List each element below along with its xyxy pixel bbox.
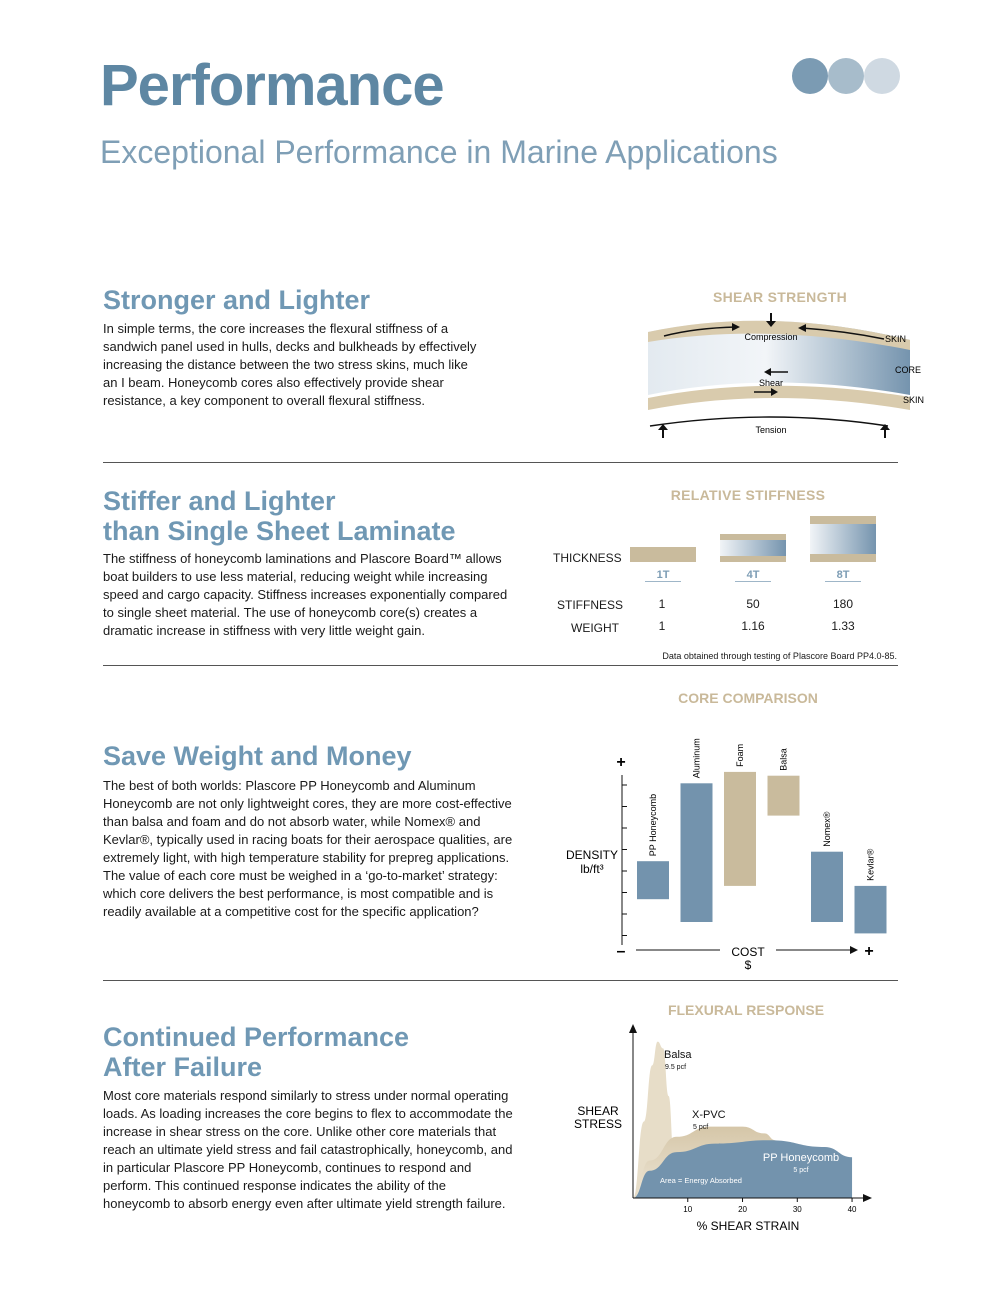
- bar-label: Foam: [735, 743, 745, 767]
- x-tick-label: 10: [683, 1205, 693, 1214]
- panel-4t: [720, 534, 786, 562]
- section-heading-stronger: Stronger and Lighter: [103, 285, 371, 315]
- flexural-response-title: FLEXURAL RESPONSE: [667, 1002, 825, 1018]
- series-density-label: 9.5 pcf: [665, 1064, 687, 1071]
- x-tick-label: 40: [847, 1205, 857, 1214]
- relative-stiffness-title: RELATIVE STIFFNESS: [670, 487, 826, 503]
- stiffness-note: Data obtained through testing of Plascore Board PP4.0-85.: [662, 651, 897, 661]
- cost-unit-label: $: [744, 958, 752, 972]
- dot-dark: [792, 58, 828, 94]
- bar-balsa: [768, 776, 800, 816]
- y-axis-arrow: [629, 1024, 637, 1033]
- bar-nomex: [811, 852, 843, 922]
- x-axis-arrow: [863, 1194, 872, 1202]
- energy-annotation: Area = Energy Absorbed: [660, 1176, 742, 1185]
- shear-label: Shear: [758, 378, 784, 388]
- compression-label: Compression: [744, 332, 798, 342]
- section-heading-continued: [103, 1022, 409, 1082]
- bar-label: Kevlar®: [865, 848, 876, 881]
- section-body-save: The best of both worlds: Plascore PP Honeycomb and Aluminum Honeycomb are not only lightweight cores, they are more cost-effective than balsa and foam and do not absorb water, while Nomex® and Kevlar®, typically used in racing boats for their aerospace qualities, are extremely light, with high temperature stability for prepreg applications. The value of each core must be weighed in a ‘go-to-market’ strategy: which core delivers the best performance, is most compatible and is readily available at a competitive cost for the specific application?: [103, 778, 513, 919]
- shear-label-line1: SHEAR: [577, 1104, 619, 1118]
- cost-label: COST: [731, 945, 765, 959]
- panel-8t-core: [810, 524, 876, 554]
- section-body-continued: Most core materials respond similarly to stress under normal operating loads. As loading increases the core begins to flex to accommodate the increase in shear stress on the core. Unlike other core materials that reach an ultimate yield stress and fail catastrophically, honeycomb, and in particular Plascore PP Honeycomb, continues to respond and perform. This continued response indicates the ability of the honeycomb to absorb energy even after ultimate yield strength failure.: [103, 1088, 513, 1211]
- weight-label: WEIGHT: [571, 621, 619, 635]
- shear-label-line2: STRESS: [573, 1117, 623, 1131]
- divider: [103, 980, 898, 981]
- panel-4t-core: [720, 540, 786, 556]
- page-title: Performance: [100, 53, 444, 118]
- series-density-label: 5 pcf: [793, 1167, 809, 1174]
- skin-bottom-label: SKIN: [903, 395, 925, 405]
- x-axis-minus-label: –: [616, 943, 626, 960]
- divider: [103, 665, 898, 666]
- bar-label: Aluminum: [691, 738, 702, 779]
- core-comparison-chart: [540, 683, 900, 973]
- panel-1t: [630, 547, 696, 562]
- shear-strength-title: SHEAR STRENGTH: [712, 289, 848, 305]
- stiffness-label: STIFFNESS: [557, 598, 624, 612]
- thickness-label: THICKNESS: [553, 551, 622, 565]
- bar-label: Nomex®: [822, 811, 832, 847]
- skin-top-label: SKIN: [885, 334, 907, 344]
- bar-foam: [724, 772, 756, 886]
- section-heading-save: Save Weight and Money: [103, 741, 412, 771]
- section-heading-continued-line1: Continued Performance: [103, 1022, 410, 1052]
- x-tick-label: 30: [792, 1205, 802, 1214]
- divider: [103, 462, 898, 463]
- weight-4t: 1.16: [741, 619, 765, 633]
- bar-label: Balsa: [778, 748, 789, 771]
- dot-mid: [828, 58, 864, 94]
- section-body-stiffer: The stiffness of honeycomb laminations and Plascore Board™ allows boat builders to use less material, reducing weight while increasing speed and cargo capacity. Stiffness increases exponentially compared to single sheet material. The use of honeycomb core(s) creates a dramatic increase in stiffness with very little weight gain.: [103, 551, 508, 638]
- flexural-response-chart: [560, 996, 900, 1241]
- series-name-label: PP Honeycomb: [762, 1152, 840, 1164]
- x-axis-label: % SHEAR STRAIN: [696, 1219, 800, 1233]
- shear-strength-diagram: [620, 310, 925, 445]
- col-label-8t: 8T: [825, 569, 861, 582]
- section-heading-stiffer-line2: than Single Sheet Laminate: [103, 516, 456, 546]
- section-heading-continued-line2: After Failure: [103, 1052, 263, 1082]
- stiffness-4t: 50: [746, 597, 760, 611]
- stiffness-1t: 1: [658, 597, 666, 611]
- core-comparison-bars: [637, 772, 887, 934]
- series-density-label: 5 pcf: [693, 1124, 709, 1131]
- dot-light: [864, 58, 900, 94]
- section-heading-stiffer: [103, 486, 456, 546]
- page-subtitle: Exceptional Performance in Marine Applications: [100, 134, 778, 170]
- series-name-label: Balsa: [664, 1049, 692, 1061]
- panel-8t: [810, 516, 876, 562]
- col-label-1t: 1T: [645, 569, 681, 582]
- core-label: CORE: [895, 365, 922, 375]
- tension-label: Tension: [755, 425, 787, 435]
- bar-label: PP Honeycomb: [648, 793, 658, 857]
- x-axis-arrow: [850, 946, 858, 954]
- col-label-4t: 4T: [735, 569, 771, 582]
- stiffness-8t: 180: [832, 597, 854, 611]
- density-label: DENSITY: [565, 848, 619, 862]
- x-tick-label: 20: [738, 1205, 747, 1214]
- decorative-dots: [792, 58, 902, 94]
- section-heading-stiffer-line1: Stiffer and Lighter: [103, 486, 336, 516]
- density-unit-label: lb/ft³: [580, 862, 604, 876]
- bar-aluminum: [681, 783, 713, 922]
- bar-kevlar: [855, 886, 887, 934]
- x-axis-plus-label: +: [864, 943, 874, 960]
- section-body-stronger: In simple terms, the core increases the flexural stiffness of a sandwich panel used in hulls, decks and bulkheads by effectively increasing the distance between the two stress skins, much like an I beam. Honeycomb cores also effectively provide shear resistance, a key component to overall flexural stiffness.: [103, 321, 477, 408]
- core-comparison-title: CORE COMPARISON: [678, 690, 818, 706]
- weight-1t: 1: [658, 619, 666, 633]
- series-name-label: X-PVC: [692, 1109, 726, 1121]
- weight-8t: 1.33: [831, 619, 855, 633]
- bar-pp-honeycomb: [637, 861, 669, 899]
- y-axis-plus-label: +: [616, 754, 626, 771]
